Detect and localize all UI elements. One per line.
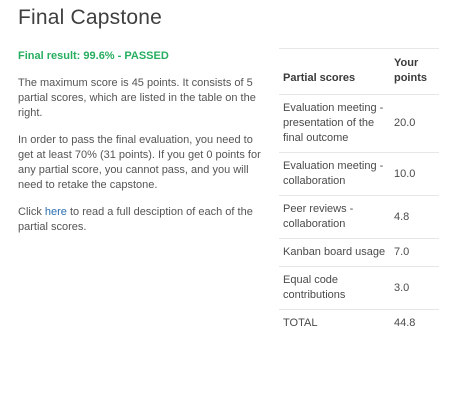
partial-scores-table — [279, 48, 439, 337]
table-row — [279, 95, 439, 153]
scores-table-container — [279, 48, 439, 337]
score-points: 10.0 — [390, 153, 439, 196]
description-paragraph-pass-requirement: In order to pass the final evaluation, you need to get at least 70% (31 points). If you get 0 points for any partial score, you cannot pass, and you will need to retake the capstone. — [18, 134, 261, 191]
score-points: 3.0 — [390, 267, 439, 310]
description-paragraph-max-score: The maximum score is 45 points. It consists of 5 partial scores, which are listed in the table on the right. — [18, 77, 256, 119]
table-row — [279, 153, 439, 196]
table-row — [279, 196, 439, 239]
table-row — [279, 239, 439, 267]
score-label: Kanban board usage — [279, 239, 390, 267]
score-label: Equal code contributions — [279, 267, 390, 310]
total-points: 44.8 — [390, 310, 439, 338]
details-text-after: to read a full desciption of each of the partial scores. — [18, 206, 253, 233]
score-points: 4.8 — [390, 196, 439, 239]
table-row — [279, 267, 439, 310]
score-label: Evaluation meeting - presentation of the final outcome — [279, 95, 390, 153]
description-panel — [18, 49, 262, 247]
total-label: TOTAL — [279, 310, 390, 338]
score-points: 20.0 — [390, 95, 439, 153]
description-paragraph-details-link — [18, 205, 262, 235]
table-total-row — [279, 310, 439, 338]
details-link[interactable]: here — [44, 206, 67, 218]
page-title: Final Capstone — [18, 6, 163, 29]
details-text-before: Click — [18, 206, 45, 218]
table-header-row — [279, 49, 439, 95]
column-header-your-points: Your points — [390, 49, 439, 95]
final-result-status: Final result: 99.6% - PASSED — [18, 50, 169, 62]
score-points: 7.0 — [390, 239, 439, 267]
score-label: Peer reviews - collaboration — [279, 196, 390, 239]
column-header-partial-scores: Partial scores — [279, 49, 390, 95]
score-label: Evaluation meeting - collaboration — [279, 153, 390, 196]
